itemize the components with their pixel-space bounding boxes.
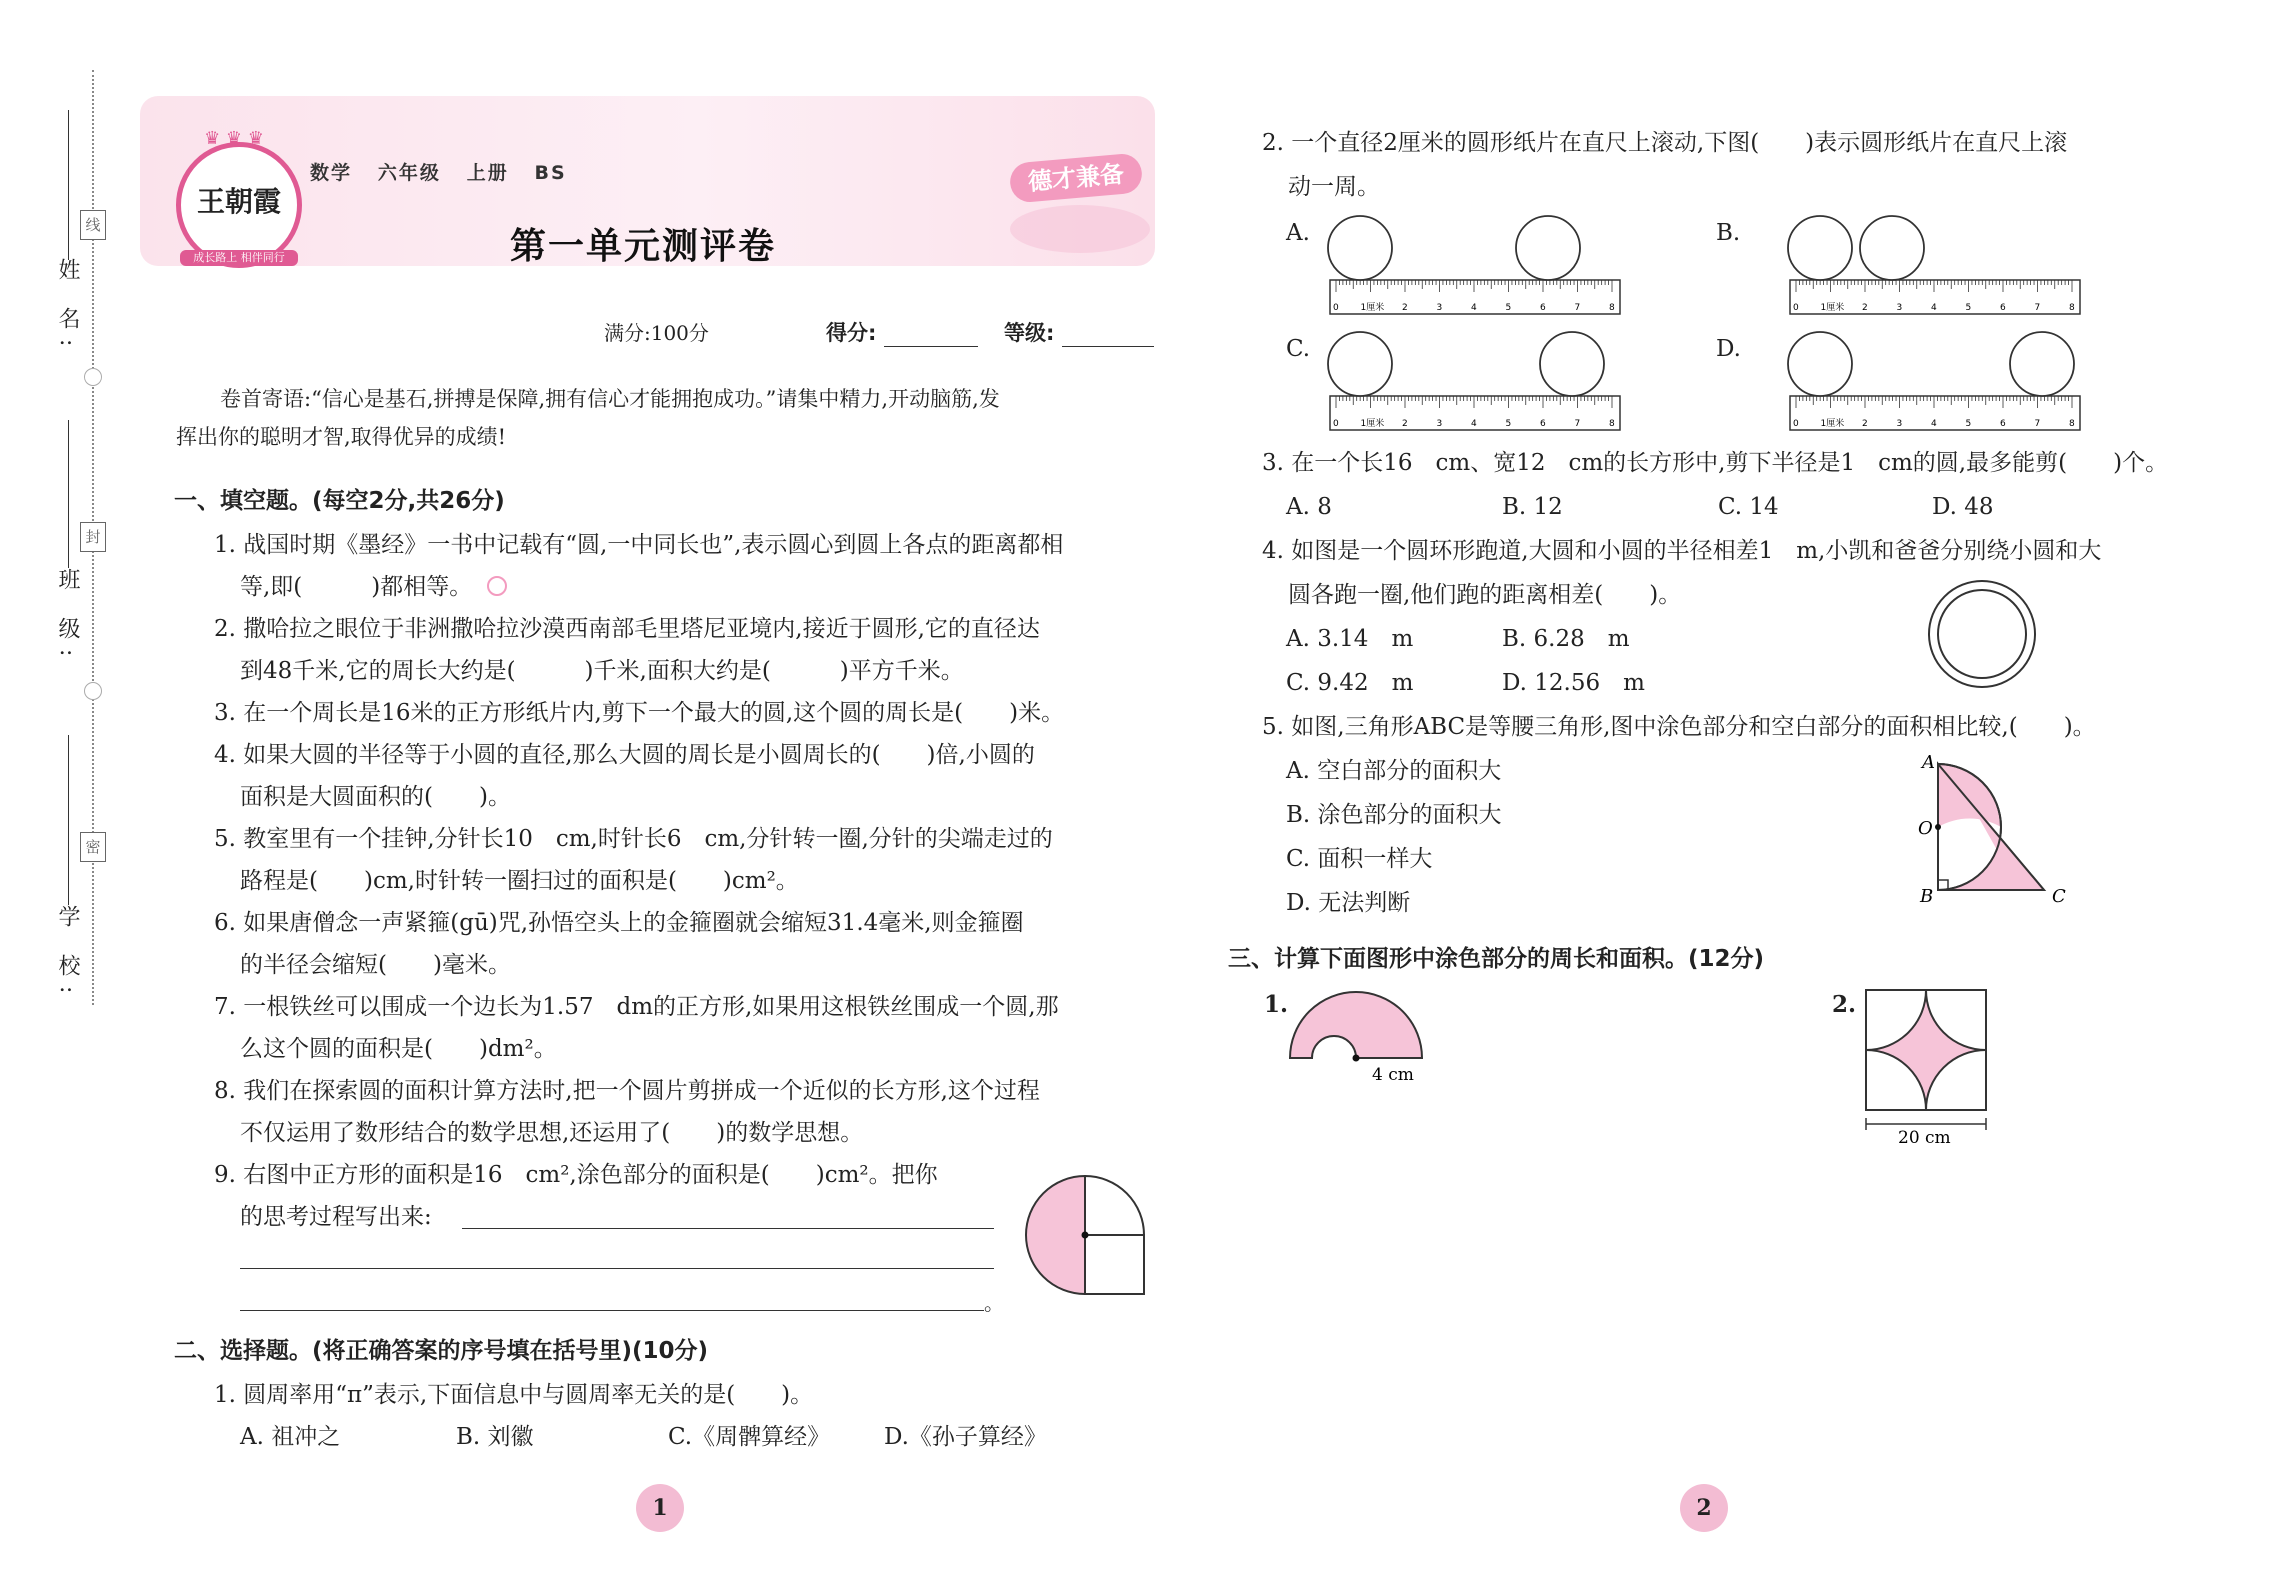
mc-q5-option-a[interactable]: A. 空白部分的面积大: [1286, 758, 1502, 784]
q4-line-1: 4. 如果大圆的半径等于小圆的直径,那么大圆的周长是小圆周长的( )倍,小圆的: [214, 742, 1035, 768]
ruler-tick-label: 0: [1333, 303, 1339, 313]
q9-line-2: 的思考过程写出来:: [240, 1204, 432, 1230]
ruler-tick-label: 4: [1931, 303, 1937, 313]
vertex-label-a: A: [1922, 752, 1935, 773]
logo-tag: 成长路上 相伴同行: [180, 250, 298, 266]
ruler-tick-label: 7: [1574, 303, 1581, 313]
grade-label: 等级:: [1004, 321, 1055, 345]
name-label: 姓 名:: [55, 258, 80, 357]
ruler-tick-label: 6: [1540, 419, 1546, 429]
logo-text: 王朝霞: [196, 185, 281, 218]
mc-q2-line-1: 2. 一个直径2厘米的圆形纸片在直尺上滚动,下图( )表示圆形纸片在直尺上滚: [1262, 130, 2068, 156]
q8-line-2: 不仅运用了数形结合的数学思想,还运用了( )的数学思想。: [240, 1120, 864, 1146]
ruler-tick-label: 5: [1965, 303, 1972, 313]
motto-line-2: 挥出你的聪明才智,取得优异的成绩!: [176, 425, 507, 449]
figure-2-label: 20 cm: [1898, 1128, 1951, 1146]
q6-line-2: 的半径会缩短( )毫米。: [240, 952, 511, 978]
mc-q4-option-b[interactable]: B. 6.28 m: [1502, 626, 1630, 652]
mc-q2-option-a[interactable]: A.: [1286, 220, 1310, 246]
mc-q3-option-c[interactable]: C. 14: [1718, 494, 1779, 520]
page-number: 2: [1680, 1484, 1728, 1532]
q7-line-1: 7. 一根铁丝可以围成一个边长为1.57 dm的正方形,如果用这根铁丝围成一个圆,那: [214, 994, 1059, 1020]
mc-q2-option-d[interactable]: D.: [1716, 336, 1741, 362]
crown-icon: ♛ ♛ ♛: [204, 128, 264, 149]
figure-1-number: 1.: [1264, 991, 1289, 1018]
mark-xian: 线: [80, 210, 106, 240]
mc-q2-option-c[interactable]: C.: [1286, 336, 1311, 362]
ruler-tick-label: 6: [1540, 303, 1546, 313]
mc-q4-line-1: 4. 如图是一个圆环形跑道,大圆和小圆的半径相差1 m,小凯和爸爸分别绕小圆和大: [1262, 538, 2102, 564]
ruler-tick-label: 3: [1436, 303, 1443, 313]
ruler-figure-d: [1780, 330, 2090, 436]
score-field[interactable]: [884, 346, 978, 347]
mc-q5-option-b[interactable]: B. 涂色部分的面积大: [1286, 802, 1502, 828]
answer-line[interactable]: [240, 1310, 984, 1311]
punch-hole-icon: [84, 682, 102, 700]
class-label: 班 级:: [55, 568, 80, 667]
ruler-tick-label: 7: [2034, 303, 2041, 313]
ruler-tick-label: 4: [1471, 303, 1477, 313]
motto-line-1: 卷首寄语:“信心是基石,拼搏是保障,拥有信心才能拥抱成功。”请集中精力,开动脑筋,发: [220, 387, 1000, 411]
vertex-label-b: B: [1920, 886, 1934, 907]
q1-line-1: 1. 战国时期《墨经》一书中记载有“圆,一中同长也”,表示圆心到圆上各点的距离都相: [214, 532, 1064, 558]
paper-circle: [1328, 332, 1392, 396]
figure-1-label: 4 cm: [1372, 1065, 1414, 1084]
mark-feng: 封: [80, 522, 106, 552]
triangle-abc-figure: [1914, 750, 2104, 910]
mc-q5-option-c[interactable]: C. 面积一样大: [1286, 846, 1433, 872]
full-score: 满分:100分: [604, 321, 709, 345]
mark-mi: 密: [80, 832, 106, 862]
grade-field[interactable]: [1062, 346, 1154, 347]
ruler-tick-label: 8: [2069, 303, 2075, 313]
ruler-tick-label: 2: [1402, 303, 1408, 313]
ruler-tick-label: 1厘米: [1360, 303, 1385, 313]
ruler-figure-a: [1320, 214, 1630, 320]
mc-q5: 5. 如图,三角形ABC是等腰三角形,图中涂色部分和空白部分的面积相比较,( )。: [1262, 714, 2096, 740]
mc-q5-option-d[interactable]: D. 无法判断: [1286, 890, 1411, 916]
motto-badge: 德才兼备: [1009, 152, 1144, 203]
section-3-title: 三、计算下面图形中涂色部分的周长和面积。(12分): [1228, 946, 1765, 972]
mc-q1-option-a[interactable]: A. 祖冲之: [240, 1424, 341, 1450]
ruler-tick-label: 5: [1505, 303, 1512, 313]
ruler-tick-label: 4: [1931, 419, 1937, 429]
semicircle-figure: [1282, 984, 1442, 1084]
ruler-tick-label: 1厘米: [1820, 303, 1845, 313]
paper-circle: [1540, 332, 1604, 396]
mc-q4-option-d[interactable]: D. 12.56 m: [1502, 670, 1645, 696]
section-2-title: 二、选择题。(将正确答案的序号填在括号里)(10分): [174, 1338, 709, 1364]
school-label: 学 校:: [55, 905, 80, 1004]
school-field[interactable]: [68, 735, 69, 905]
ruler-tick-label: 0: [1333, 419, 1339, 429]
paper-circle: [1860, 216, 1924, 280]
q8-line-1: 8. 我们在探索圆的面积计算方法时,把一个圆片剪拼成一个近似的长方形,这个过程: [214, 1078, 1040, 1104]
mc-q3-option-b[interactable]: B. 12: [1502, 494, 1563, 520]
ruler-tick-label: 2: [1402, 419, 1408, 429]
q7-line-2: 么这个圆的面积是( )dm²。: [240, 1036, 557, 1062]
q9-line-1: 9. 右图中正方形的面积是16 cm²,涂色部分的面积是( )cm²。把你: [214, 1162, 938, 1188]
ruler-tick-label: 4: [1471, 419, 1477, 429]
q6-line-1: 6. 如果唐僧念一声紧箍(gū)咒,孙悟空头上的金箍圈就会缩短31.4毫米,则金箍圈: [214, 910, 1024, 936]
ruler-tick-label: 0: [1793, 303, 1799, 313]
mc-q2-line-2: 动一周。: [1288, 174, 1380, 200]
ruler-tick-label: 5: [1505, 419, 1512, 429]
punch-hole-icon: [84, 368, 102, 386]
q5-line-2: 路程是( )cm,时针转一圈扫过的面积是( )cm²。: [240, 868, 799, 894]
ruler-tick-label: 0: [1793, 419, 1799, 429]
ruler-tick-label: 1厘米: [1820, 419, 1845, 429]
ruler-figure-c: [1320, 330, 1630, 436]
ruler-tick-label: 3: [1436, 419, 1443, 429]
ruler-tick-label: 7: [1574, 419, 1581, 429]
answer-line[interactable]: [240, 1268, 994, 1269]
q2-line-2: 到48千米,它的周长大约是( )千米,面积大约是( )平方千米。: [240, 658, 964, 684]
paper-circle: [1328, 216, 1392, 280]
mc-q1: 1. 圆周率用“π”表示,下面信息中与圆周率无关的是( )。: [214, 1382, 814, 1408]
ruler-tick-label: 2: [1862, 303, 1868, 313]
figure-2-number: 2.: [1832, 991, 1857, 1018]
mc-q1-option-d[interactable]: D.《孙子算经》: [884, 1424, 1047, 1450]
class-field[interactable]: [68, 420, 69, 568]
mc-q3: 3. 在一个长16 cm、宽12 cm的长方形中,剪下半径是1 cm的圆,最多能剪( )个。: [1262, 450, 2169, 476]
q9-circle-square-figure: [1022, 1172, 1152, 1302]
vertex-label-c: C: [2052, 886, 2066, 907]
q1-line-2: 等,即( )都相等。: [240, 574, 473, 600]
ruler-tick-label: 8: [1609, 419, 1615, 429]
page-title: 第一单元测评卷: [510, 226, 777, 267]
q3-line-1: 3. 在一个周长是16米的正方形纸片内,剪下一个最大的圆,这个圆的周长是( )米。: [214, 700, 1065, 726]
ruler-figure-b: [1780, 214, 2090, 320]
ruler-tick-label: 1厘米: [1360, 419, 1385, 429]
paper-circle: [1788, 332, 1852, 396]
mc-q1-option-b[interactable]: B. 刘徽: [456, 1424, 534, 1450]
square-quarter-circles-figure: [1856, 986, 1996, 1146]
name-field[interactable]: [68, 110, 69, 260]
ruler-tick-label: 8: [1609, 303, 1615, 313]
page-number: 1: [636, 1484, 684, 1532]
q4-line-2: 面积是大圆面积的( )。: [240, 784, 511, 810]
hint-icon: [487, 576, 507, 596]
period-mark: 。: [984, 1291, 1004, 1315]
paper-circle: [2010, 332, 2074, 396]
cloud-decoration: [1010, 205, 1150, 253]
subject-line: 数学 六年级 上册 BS: [310, 162, 567, 184]
ruler-tick-label: 6: [2000, 303, 2006, 313]
vertex-label-o: O: [1918, 818, 1933, 839]
mc-q4-option-a[interactable]: A. 3.14 m: [1286, 626, 1414, 652]
paper-circle: [1788, 216, 1852, 280]
running-track-figure: [1926, 578, 2038, 690]
q5-line-1: 5. 教室里有一个挂钟,分针长10 cm,时针长6 cm,分针转一圈,分针的尖端走过的: [214, 826, 1053, 852]
section-1-title: 一、填空题。(每空2分,共26分): [174, 488, 505, 514]
ruler-tick-label: 3: [1896, 303, 1903, 313]
score-label: 得分:: [826, 321, 877, 345]
mc-q4-option-c[interactable]: C. 9.42 m: [1286, 670, 1414, 696]
ruler-tick-label: 5: [1965, 419, 1972, 429]
ruler-tick-label: 3: [1896, 419, 1903, 429]
ruler-tick-label: 8: [2069, 419, 2075, 429]
mc-q2-option-b[interactable]: B.: [1716, 220, 1741, 246]
ruler-tick-label: 7: [2034, 419, 2041, 429]
mc-q3-option-a[interactable]: A. 8: [1286, 494, 1332, 520]
answer-line[interactable]: [462, 1228, 994, 1229]
mc-q4-line-2: 圆各跑一圈,他们跑的距离相差( )。: [1288, 582, 1682, 608]
q2-line-1: 2. 撒哈拉之眼位于非洲撒哈拉沙漠西南部毛里塔尼亚境内,接近于圆形,它的直径达: [214, 616, 1040, 642]
mc-q3-option-d[interactable]: D. 48: [1932, 494, 1994, 520]
ruler-tick-label: 6: [2000, 419, 2006, 429]
ruler-tick-label: 2: [1862, 419, 1868, 429]
paper-circle: [1516, 216, 1580, 280]
mc-q1-option-c[interactable]: C.《周髀算经》: [668, 1424, 831, 1450]
